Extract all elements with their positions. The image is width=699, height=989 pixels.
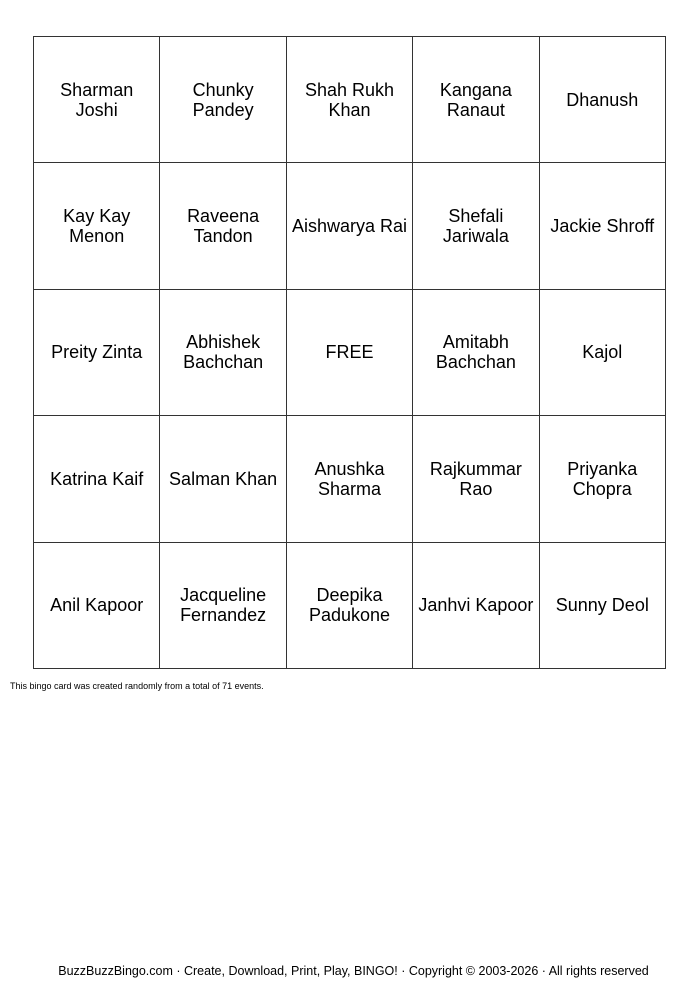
free-space-text: FREE bbox=[325, 342, 374, 363]
bingo-cell bbox=[413, 37, 539, 163]
cell-text: Chunky Pandey bbox=[192, 79, 254, 120]
copyright-footer: BuzzBuzzBingo.com · Create, Download, Print, Play, BINGO! · Copyright © 2003-2026 · All rights reserved bbox=[58, 964, 649, 978]
bingo-grid bbox=[33, 36, 666, 669]
cell-text: Deepika Padukone bbox=[308, 585, 391, 626]
cell-text: Amitabh Bachchan bbox=[435, 332, 516, 373]
cell-text: Kay Kay Menon bbox=[63, 206, 131, 247]
bingo-cell bbox=[34, 416, 160, 542]
cell-text: Dhanush bbox=[566, 89, 639, 110]
bingo-cell bbox=[34, 37, 160, 163]
bingo-cell bbox=[34, 290, 160, 416]
bingo-cell bbox=[160, 416, 286, 542]
bingo-cell bbox=[287, 543, 413, 669]
bingo-cell bbox=[160, 290, 286, 416]
cell-text: Shefali Jariwala bbox=[442, 206, 509, 247]
bingo-cell bbox=[160, 163, 286, 289]
bingo-cell bbox=[413, 290, 539, 416]
cell-text: Raveena Tandon bbox=[187, 206, 260, 247]
cell-text: Janhvi Kapoor bbox=[418, 595, 534, 616]
bingo-cell bbox=[287, 416, 413, 542]
bingo-cell bbox=[160, 543, 286, 669]
cell-text: Anil Kapoor bbox=[50, 595, 144, 616]
bingo-cell bbox=[413, 416, 539, 542]
bingo-cell bbox=[540, 416, 666, 542]
bingo-cell bbox=[160, 37, 286, 163]
cell-text: Kajol bbox=[582, 342, 623, 363]
bingo-cell bbox=[287, 163, 413, 289]
bingo-cell bbox=[34, 163, 160, 289]
bingo-cell bbox=[34, 543, 160, 669]
generation-note: This bingo card was created randomly from a total of 71 events. bbox=[10, 681, 264, 691]
cell-text: Anushka Sharma bbox=[314, 458, 385, 499]
bingo-cell bbox=[540, 163, 666, 289]
free-space-cell bbox=[287, 290, 413, 416]
cell-text: Aishwarya Rai bbox=[291, 216, 408, 237]
cell-text: Sharman Joshi bbox=[60, 79, 134, 120]
bingo-cell bbox=[413, 163, 539, 289]
cell-text: Priyanka Chopra bbox=[567, 458, 638, 499]
cell-text: Shah Rukh Khan bbox=[304, 79, 395, 120]
bingo-cell bbox=[540, 290, 666, 416]
bingo-cell bbox=[540, 543, 666, 669]
cell-text: Abhishek Bachchan bbox=[183, 332, 264, 373]
bingo-cell bbox=[287, 37, 413, 163]
cell-text: Jackie Shroff bbox=[550, 216, 655, 237]
cell-text: Rajkummar Rao bbox=[429, 458, 522, 499]
cell-text: Katrina Kaif bbox=[50, 468, 144, 489]
cell-text: Kangana Ranaut bbox=[439, 79, 512, 120]
bingo-cell bbox=[540, 37, 666, 163]
cell-text: Sunny Deol bbox=[555, 595, 649, 616]
cell-text: Preity Zinta bbox=[51, 342, 143, 363]
cell-text: Jacqueline Fernandez bbox=[180, 585, 267, 626]
cell-text: Salman Khan bbox=[169, 468, 278, 489]
bingo-cell bbox=[413, 543, 539, 669]
